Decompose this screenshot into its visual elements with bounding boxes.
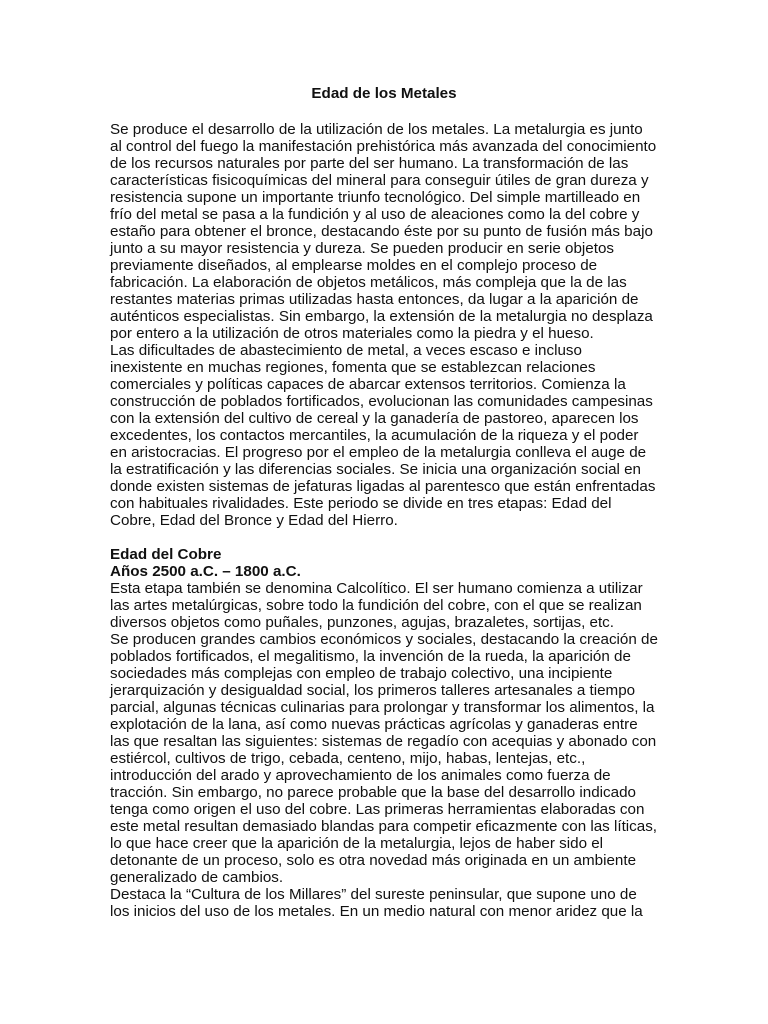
section-subheading: Años 2500 a.C. – 1800 a.C. <box>110 563 301 580</box>
section-paragraph-3: Destaca la “Cultura de los Millares” del sureste peninsular, que supone uno de los inicios del uso de los metales. En un medio natural con menor aridez que la <box>110 886 643 920</box>
intro-paragraph-2: Las dificultades de abastecimiento de metal, a veces escaso e incluso inexistente en muchas regiones, fomenta que se establezcan relaciones comerciales y políticas capaces de abarcar extensos territorios. Comienza la construcción de poblados fortificados, evolucionan las comunidades campesinas con la extensión del cultivo de cereal y la ganadería de pastoreo, aparecen los excedentes, los contactos mercantiles, la acumulación de la riqueza y el poder en aristocracias. El progreso por el empleo de la metalurgia conlleva el auge de la estratificación y las diferencias sociales. Se inicia una organización social en donde existen sistemas de jefaturas ligadas al parentesco que están enfrentadas con habituales rivalidades. Este periodo se divide en tres etapas: Edad del Cobre, Edad del Bronce y Edad del Hierro. <box>110 342 656 529</box>
document-title: Edad de los Metales <box>311 85 457 102</box>
section-heading: Edad del Cobre <box>110 546 222 563</box>
document-page <box>110 84 658 920</box>
intro-paragraph-1: Se produce el desarrollo de la utilización de los metales. La metalurgia es junto al control del fuego la manifestación prehistórica más avanzada del conocimiento de los recursos naturales por parte del ser humano. La transformación de las características fisicoquímicas del mineral para conseguir útiles de gran dureza y resistencia supone un importante triunfo tecnológico. Del simple martilleado en frío del metal se pasa a la fundición y al uso de aleaciones como la del cobre y estaño para obtener el bronce, destacando éste por su punto de fusión más bajo junto a su mayor resistencia y dureza. Se pueden producir en serie objetos previamente diseñados, al emplearse moldes en el complejo proceso de fabricación. La elaboración de objetos metálicos, más compleja que la de las restantes materias primas utilizadas hasta entonces, da lugar a la aparición de auténticos especialistas. Sin embargo, la extensión de la metalurgia no desplaza por entero a la utilización de otros materiales como la piedra y el hueso. <box>110 121 657 342</box>
paragraph-spacer <box>110 529 658 546</box>
section-paragraph-2: Se producen grandes cambios económicos y sociales, destacando la creación de poblados fortificados, el megalitismo, la invención de la rueda, la aparición de sociedades más complejas con empleo de trabajo colectivo, una incipiente jerarquización y desigualdad social, los primeros talleres artesanales a tiempo parcial, algunas técnicas culinarias para prolongar y transformar los alimentos, la explotación de la lana, así como nuevas prácticas agrícolas y ganaderas entre las que resaltan las siguientes: sistemas de regadío con acequias y abonado con estiércol, cultivos de trigo, cebada, centeno, mijo, habas, lentejas, etc., introducción del arado y aprovechamiento de los animales como fuerza de tracción. Sin embargo, no parece probable que la base del desarrollo indicado tenga como origen el uso del cobre. Las primeras herramientas elaboradas con este metal resultan demasiado blandas para competir eficazmente con las líticas, lo que hace creer que la aparición de la metalurgia, lejos de haber sido el detonante de un proceso, solo es otra novedad más originada en un ambiente generalizado de cambios. <box>110 631 658 886</box>
section-paragraph-1: Esta etapa también se denomina Calcolítico. El ser humano comienza a utilizar las artes metalúrgicas, sobre todo la fundición del cobre, con el que se realizan diversos objetos como puñales, punzones, agujas, brazaletes, sortijas, etc. <box>110 580 643 631</box>
